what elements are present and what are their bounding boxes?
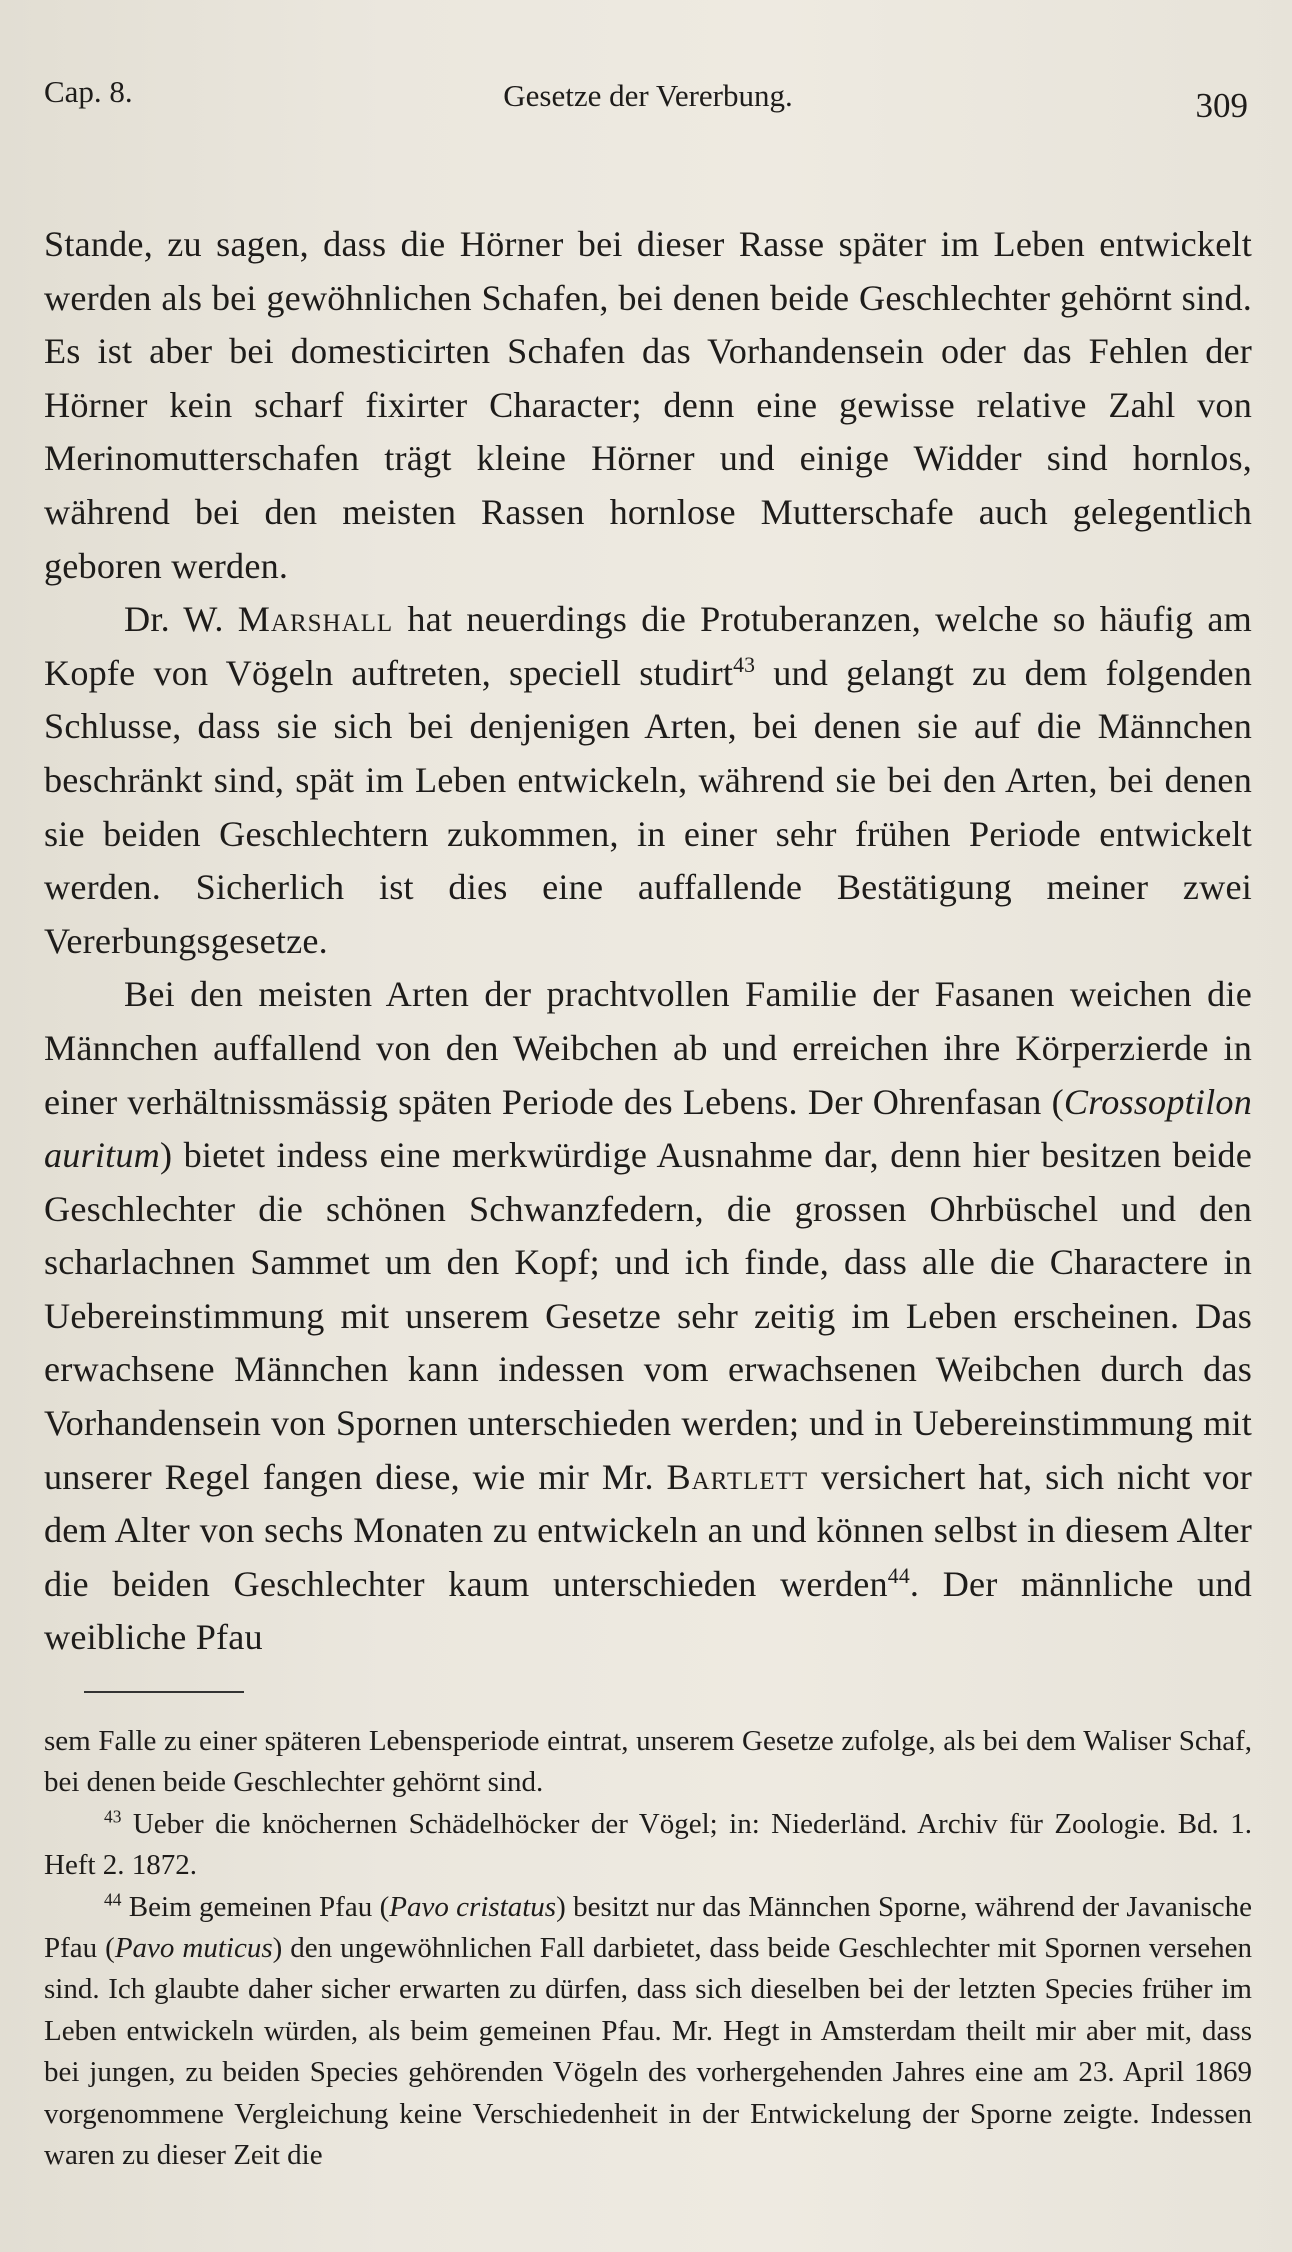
- footnote-divider: [84, 1691, 244, 1693]
- paragraph-2: [44, 593, 1252, 968]
- footnotes: [44, 1721, 1252, 2176]
- species-name-crossoptilon: Crossoptilon auritum: [44, 1081, 1252, 1176]
- footnote-ref-44: 44: [887, 1563, 910, 1588]
- running-header: [44, 62, 1252, 126]
- paragraph-3-text-a: Bei den meisten Arten der prachtvollen Familie der Fasanen weichen die Männchen auffallend von den Weibchen ab und erreichen ihre Körperzierde in einer verhältnissmässig späten Periode des Lebens. Der Ohrenfasan (: [44, 974, 1252, 1122]
- author-name-marshall: Marshall: [237, 599, 394, 640]
- main-text: [44, 218, 1252, 1665]
- paragraph-3-text-b: ) bietet indess eine merkwürdige Ausnahme dar, denn hier besitzen beide Geschlechter die schönen Schwanzfedern, die grossen Ohrbüschel und den scharlachnen Sammet um den Kopf; und ich finde, dass alle die Charactere in Uebereinstimmung mit unserem Gesetze sehr zeitig im Leben erscheinen. Das erwachsene Männchen kann indessen vom erwachsenen Weibchen durch das Vorhandensein von Spornen unterschieden werden; und in Uebereinstimmung mit unserer Regel fangen diese, wie mir Mr.: [44, 1135, 1252, 1497]
- author-name-bartlett: Bartlett: [666, 1456, 809, 1497]
- footnote-44-marker: 44: [104, 1889, 122, 1909]
- footnote-44-text-c: ) den ungewöhnlichen Fall darbietet, dass beide Geschlechter mit Spornen versehen sind. Ich glaubte daher sicher erwarten zu dürfen, dass sich dieselben bei der letzten Species früher im Leben entwickeln würden, als beim gemeinen Pfau. Mr. Hegt in Amsterdam theilt mir aber mit, dass bei jungen, zu beiden Species gehörenden Vögeln des vorhergehenden Jahres eine am 23. April 1869 vorgenommene Vergleichung keine Verschiedenheit in der Entwickelung der Sporne zeigte. Indessen waren zu dieser Zeit die: [44, 1932, 1252, 2172]
- footnote-43: [44, 1804, 1252, 1887]
- paragraph-3-text-c: versichert hat, sich nicht vor dem Alter von sechs Monaten zu entwickeln an und können selbst in diesem Alter die beiden Geschlechter kaum unterschieden werden: [44, 1456, 1252, 1604]
- paragraph-2-text-a: Dr. W.: [124, 599, 238, 640]
- paragraph-3: [44, 968, 1252, 1665]
- footnote-44: [44, 1887, 1252, 2177]
- species-name-pavo-muticus: Pavo muticus: [114, 1932, 273, 1965]
- footnote-44-text-b: ) besitzt nur das Männchen Sporne, während der Javanische Pfau (: [44, 1890, 1252, 1965]
- footnote-continuation: [44, 1721, 1252, 1804]
- paragraph-3-text-d: . Der männliche und weibliche Pfau: [44, 1563, 1252, 1658]
- footnote-continuation-text: sem Falle zu einer späteren Lebensperiode eintrat, unserem Gesetze zufolge, als bei dem Waliser Schaf, bei denen beide Geschlechter gehörnt sind.: [44, 1725, 1252, 1799]
- running-title: Gesetze der Vererbung.: [503, 78, 793, 113]
- paragraph-1-text: Stande, zu sagen, dass die Hörner bei dieser Rasse später im Leben entwickelt werden als bei gewöhnlichen Schafen, bei denen beide Geschlechter gehörnt sind. Es ist aber bei domesticirten Schafen das Vorhandensein oder das Fehlen der Hörner kein scharf fixirter Character; denn eine gewisse relative Zahl von Merinomutterschafen trägt kleine Hörner und einige Widder sind hornlos, während bei den meisten Rassen hornlose Mutterschafe auch gelegentlich geboren werden.: [44, 224, 1252, 586]
- page-number: 309: [1195, 86, 1248, 125]
- footnote-43-marker: 43: [104, 1806, 122, 1827]
- footnote-44-text-a: Beim gemeinen Pfau (: [121, 1890, 390, 1923]
- species-name-pavo-cristatus: Pavo cristatus: [389, 1890, 557, 1923]
- footnote-ref-43: 43: [733, 652, 756, 677]
- chapter-label: Cap. 8.: [44, 74, 133, 109]
- paragraph-1: [44, 218, 1252, 593]
- footnote-43-text: Ueber die knöchernen Schädelhöcker der Vögel; in: Niederländ. Archiv für Zoologie. Bd. 1. Heft 2. 1872.: [44, 1807, 1252, 1882]
- paragraph-2-text-b: hat neuerdings die Protuberanzen, welche so häufig am Kopfe von Vögeln auftreten, speciell studirt: [44, 599, 1253, 693]
- paragraph-2-text-c: und gelangt zu dem folgenden Schlusse, dass sie sich bei denjenigen Arten, bei denen sie auf die Männchen beschränkt sind, spät im Leben entwickeln, während sie bei den Arten, bei denen sie beiden Geschlechtern zukommen, in einer sehr frühen Periode entwickelt werden. Sicherlich ist dies eine auffallende Bestätigung meiner zwei Vererbungsgesetze.: [44, 652, 1252, 961]
